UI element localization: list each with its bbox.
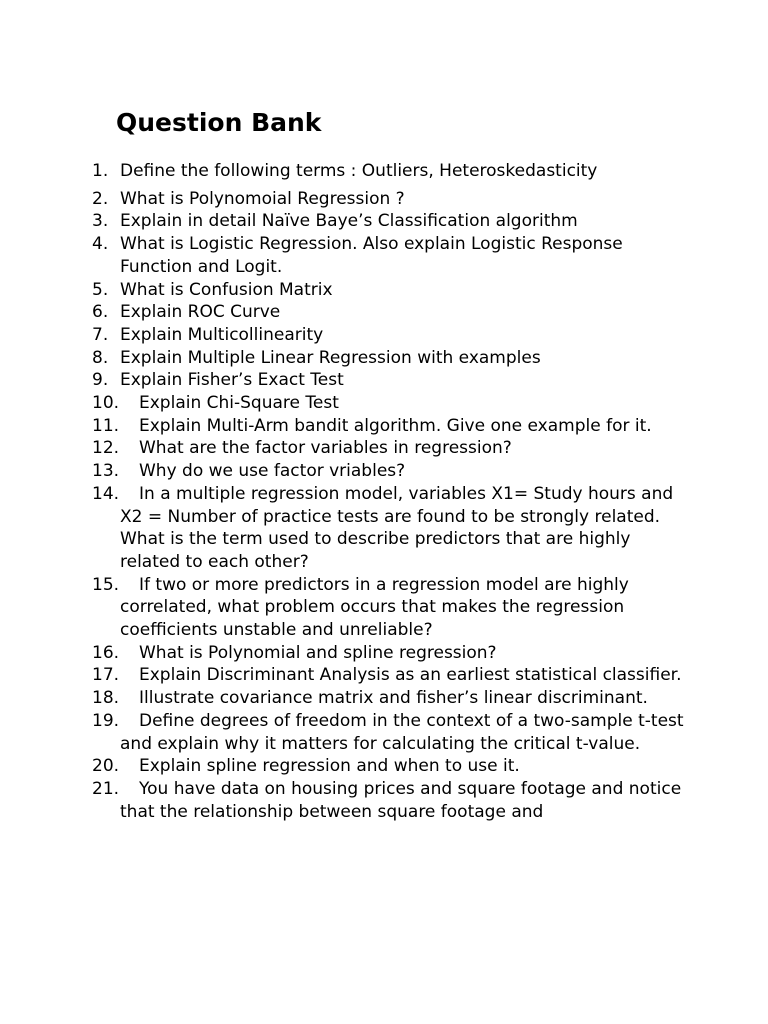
question-number: 14. [92,483,120,504]
question-text: Explain Discriminant Analysis as an earliest statistical classifier. [139,665,682,686]
question-text: What are the factor variables in regression? [139,438,512,459]
question-text: Define degrees of freedom in the context of a two-sample t-test and explain why it matters for calculating the critical t-value. [120,710,684,754]
list-item [92,642,692,665]
question-number: 11. [92,415,120,436]
question-number: 10. [92,393,120,414]
question-number: 4. [92,234,109,255]
question-text: Illustrate covariance matrix and fisher’s linear discriminant. [139,688,648,709]
question-text: In a multiple regression model, variables X1= Study hours and X2 = Number of practice tests are found to be strongly related. What is the term used to describe predictors that are highly related to each other? [120,483,674,572]
question-number: 16. [92,642,120,663]
question-number: 21. [92,778,120,799]
list-item [92,755,692,778]
question-text: Explain Multi-Arm bandit algorithm. Give one example for it. [139,415,652,436]
list-item [92,233,692,278]
question-list [92,160,692,823]
question-number: 15. [92,574,120,595]
question-number: 7. [92,324,109,345]
list-item [92,574,692,642]
question-number: 3. [92,211,109,232]
list-item [92,301,692,324]
question-number: 13. [92,461,120,482]
list-item [92,210,692,233]
question-number: 5. [92,279,109,300]
list-item [92,347,692,370]
question-number: 20. [92,756,120,777]
list-item [92,392,692,415]
question-text: What is Polynomial and spline regression? [139,642,497,663]
question-text: Why do we use factor vriables? [139,461,406,482]
question-number: 2. [92,188,109,209]
question-text: What is Logistic Regression. Also explain Logistic Response Function and Logit. [120,234,623,277]
document-title: Question Bank [116,108,322,137]
list-item [92,710,692,755]
list-item [92,778,692,823]
list-item [92,279,692,302]
list-item [92,687,692,710]
list-item [92,483,692,574]
list-item [92,437,692,460]
list-item [92,460,692,483]
question-number: 9. [92,370,109,391]
question-text: Explain ROC Curve [120,302,281,323]
list-item [92,415,692,438]
question-text: Explain Multicollinearity [120,324,324,345]
list-item [92,369,692,392]
question-number: 8. [92,347,109,368]
question-number: 19. [92,710,120,731]
question-number: 1. [92,161,109,181]
list-item [92,664,692,687]
question-text: Explain Chi-Square Test [139,393,339,414]
question-text: Explain Fisher’s Exact Test [120,370,344,391]
question-text: If two or more predictors in a regression model are highly correlated, what problem occurs that makes the regression coefficients unstable and unreliable? [120,574,629,641]
list-item [92,324,692,347]
question-number: 6. [92,302,109,323]
question-text: You have data on housing prices and square footage and notice that the relationship between square footage and [120,778,682,822]
list-item [92,160,692,183]
question-text: Define the following terms : Outliers, Heteroskedasticity [120,161,598,181]
question-number: 12. [92,438,120,459]
list-item [92,188,692,211]
question-number: 17. [92,665,120,686]
question-text: Explain in detail Naïve Baye’s Classification algorithm [120,211,578,232]
question-text: What is Confusion Matrix [120,279,333,300]
question-text: What is Polynomoial Regression ? [120,188,405,209]
question-number: 18. [92,688,120,709]
question-text: Explain Multiple Linear Regression with examples [120,347,541,368]
question-text: Explain spline regression and when to use it. [139,756,520,777]
